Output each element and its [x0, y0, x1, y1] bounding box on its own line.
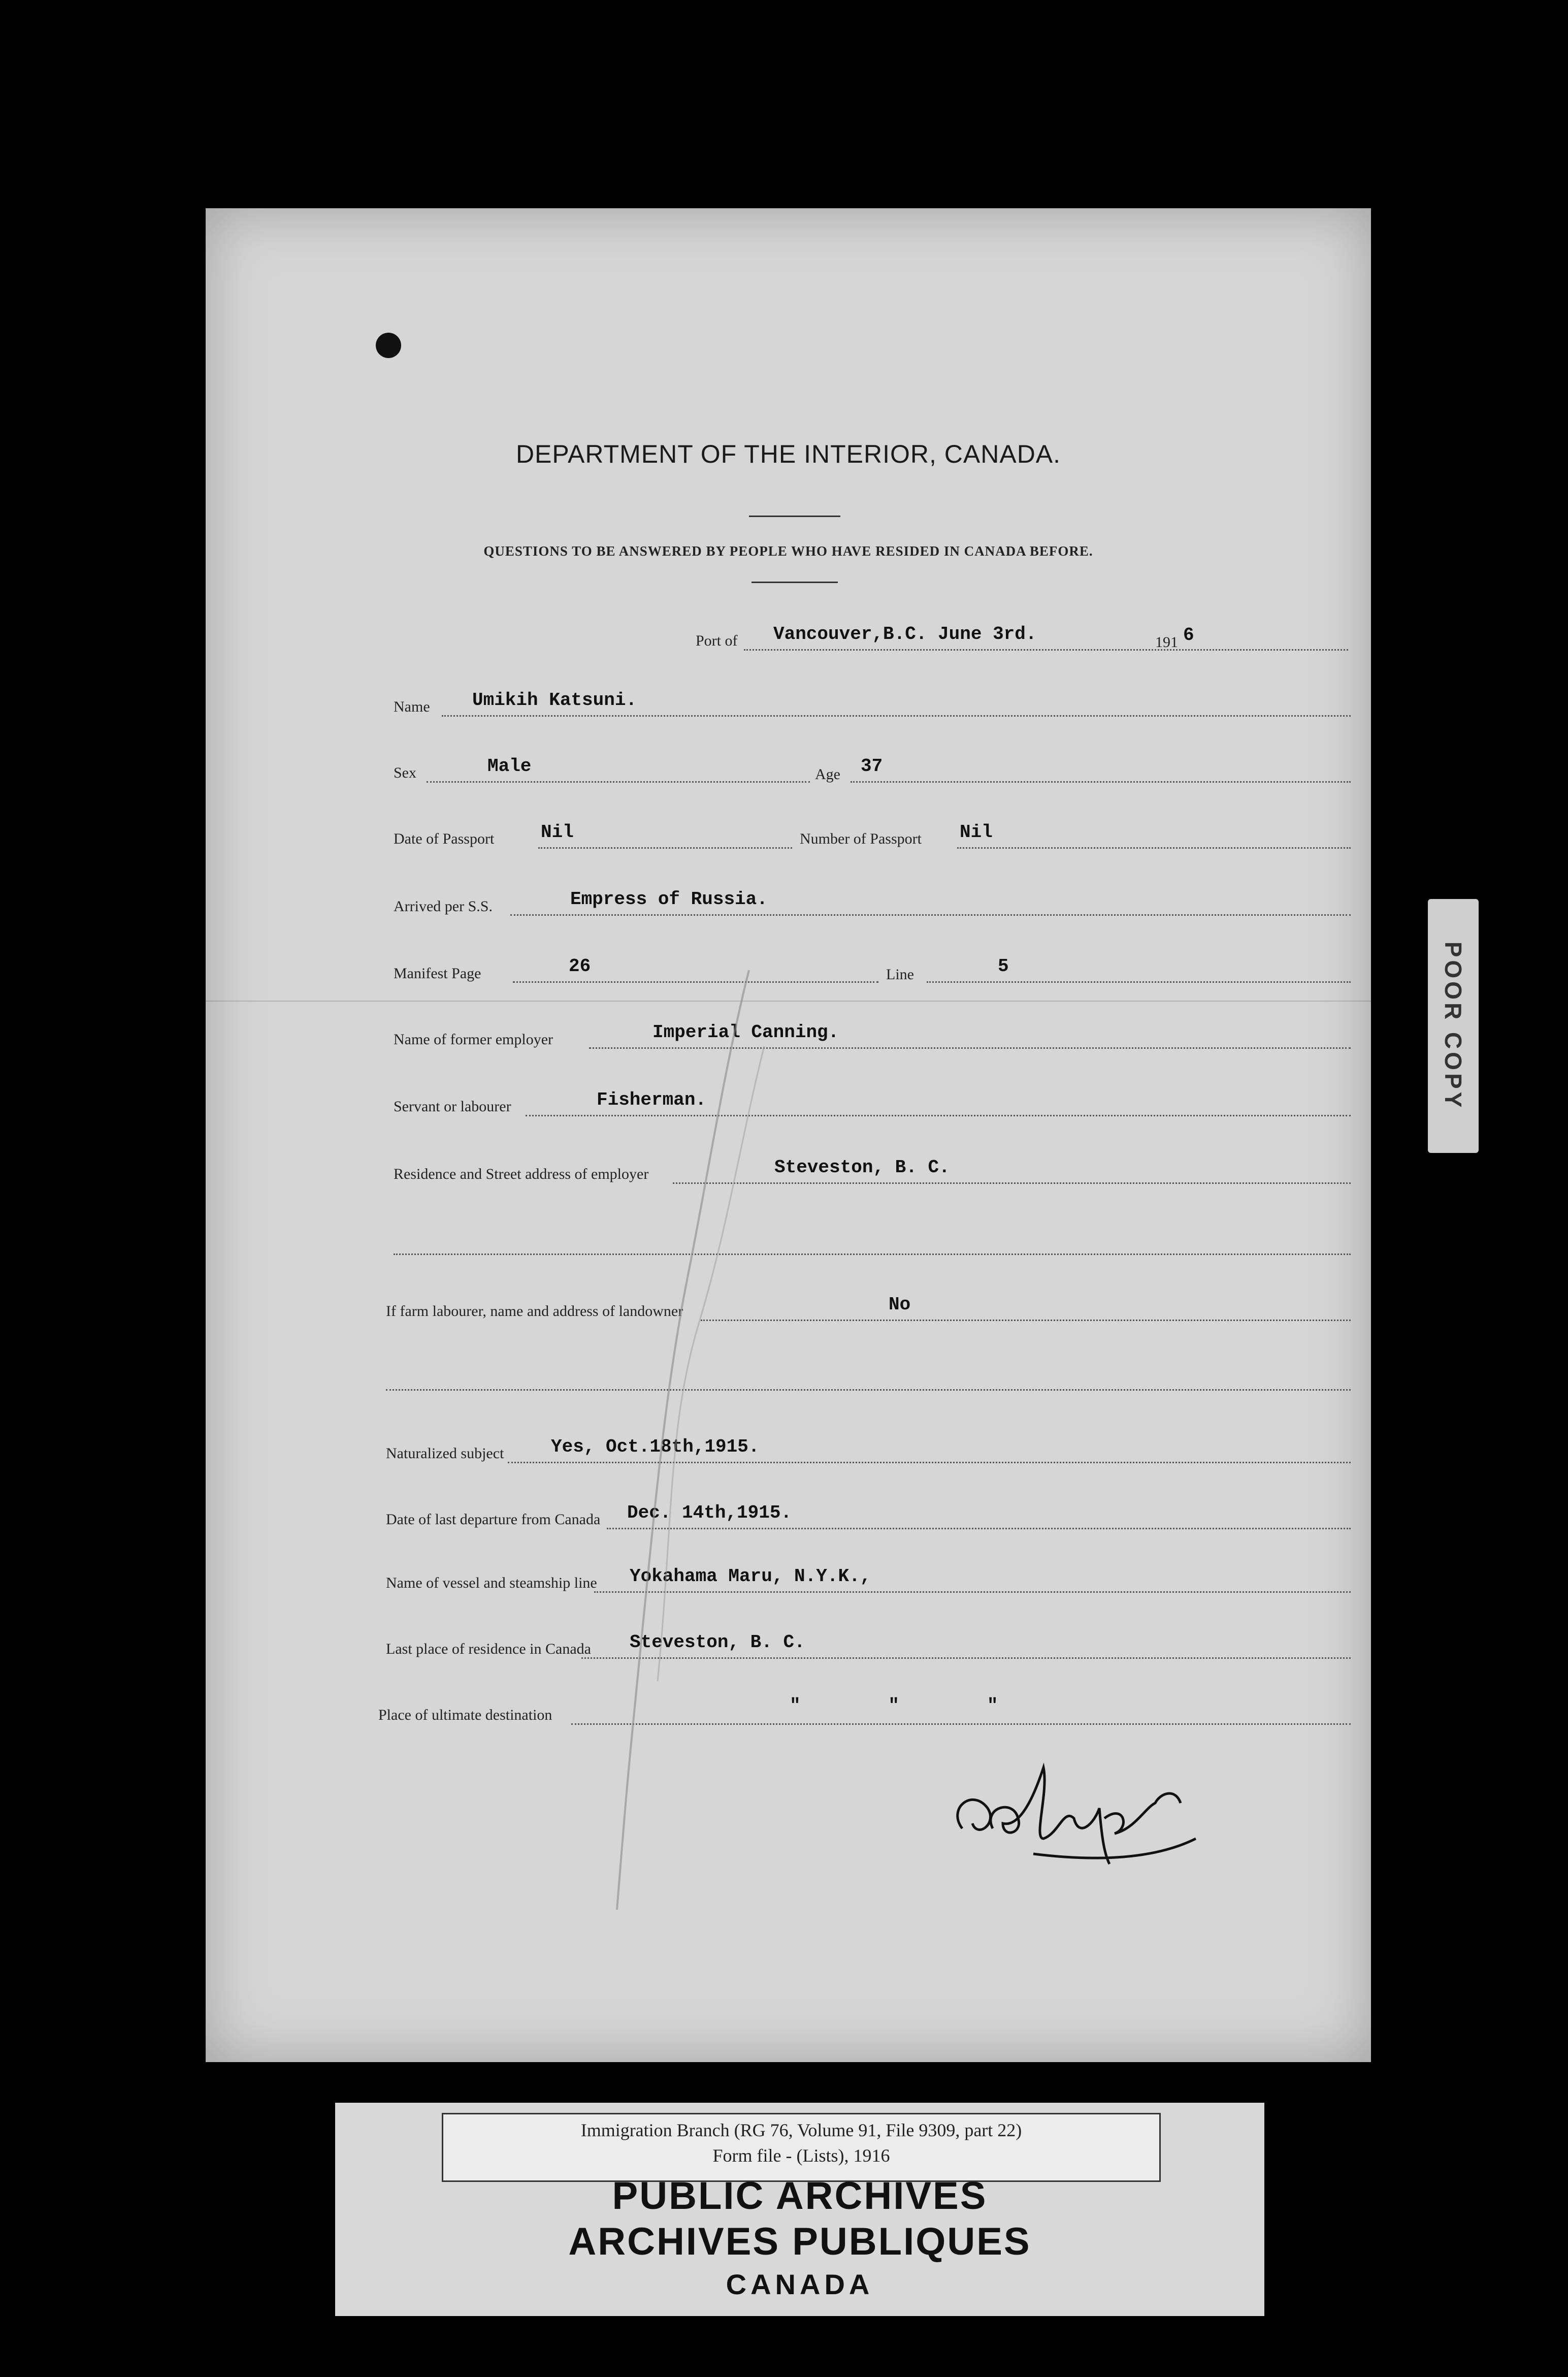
farm-value: No: [889, 1294, 911, 1315]
passport-date-label: Date of Passport: [394, 830, 495, 847]
sex-value: Male: [487, 756, 532, 777]
farm-line-2: [386, 1389, 1351, 1391]
manifest-value: 26: [569, 956, 591, 977]
departure-label: Date of last departure from Canada: [386, 1511, 601, 1528]
line-value: 5: [998, 956, 1009, 977]
name-label: Name: [394, 698, 430, 715]
poor-copy-label: POOR COPY: [1440, 941, 1466, 1111]
farm-label: If farm labourer, name and address of landowner: [386, 1303, 683, 1320]
passport-number-value: Nil: [960, 822, 993, 843]
port-label: Port of: [696, 632, 738, 649]
manifest-label: Manifest Page: [394, 965, 481, 982]
servant-label: Servant or labourer: [394, 1098, 511, 1115]
sex-label: Sex: [394, 764, 416, 781]
arrived-line: [510, 914, 1351, 916]
residence-label: Last place of residence in Canada: [386, 1641, 591, 1657]
line-label: Line: [886, 966, 914, 983]
archives-line-3: CANADA: [726, 2268, 874, 2300]
year-suffix: 6: [1183, 625, 1194, 646]
employer-label: Name of former employer: [394, 1031, 553, 1048]
form-subtitle: QUESTIONS TO BE ANSWERED BY PEOPLE WHO HAVE RESIDED IN CANADA BEFORE.: [483, 543, 1093, 559]
passport-date-line: [538, 847, 792, 849]
servant-value: Fisherman.: [597, 1089, 707, 1110]
arrived-value: Empress of Russia.: [570, 889, 768, 910]
naturalized-value: Yes, Oct.18th,1915.: [551, 1436, 760, 1457]
form-page: [206, 208, 1371, 2062]
reference-box: [442, 2113, 1161, 2182]
film-scratch: [597, 970, 790, 1910]
address-line-2: [394, 1254, 1351, 1255]
punch-hole: [376, 333, 401, 358]
divider: [749, 516, 840, 517]
year-prefix: 191: [1155, 634, 1178, 651]
archives-line-1: PUBLIC ARCHIVES: [612, 2174, 988, 2218]
line-line: [927, 981, 1351, 983]
employer-value: Imperial Canning.: [652, 1022, 839, 1043]
arrived-label: Arrived per S.S.: [394, 898, 493, 915]
age-label: Age: [815, 766, 840, 783]
signature: [942, 1752, 1206, 1874]
passport-number-label: Number of Passport: [800, 830, 922, 847]
archives-line-2: ARCHIVES PUBLIQUES: [568, 2220, 1031, 2263]
poor-copy-tag: [1428, 899, 1479, 1153]
age-line: [851, 781, 1351, 783]
form-title: DEPARTMENT OF THE INTERIOR, CANADA.: [515, 440, 1061, 468]
passport-number-line: [957, 847, 1351, 849]
age-value: 37: [861, 756, 883, 777]
sex-line: [427, 781, 810, 783]
reference-line-2: Form file - (Lists), 1916: [712, 2145, 890, 2166]
vessel-label: Name of vessel and steamship line: [386, 1575, 597, 1591]
passport-date-value: Nil: [541, 822, 574, 843]
port-value: Vancouver,B.C. June 3rd.: [773, 624, 1037, 645]
residence-value: Steveston, B. C.: [630, 1632, 805, 1653]
address-label: Residence and Street address of employer: [394, 1166, 649, 1182]
reference-line-1: Immigration Branch (RG 76, Volume 91, File 9309, part 22): [580, 2120, 1022, 2140]
naturalized-label: Naturalized subject: [386, 1445, 504, 1462]
destination-label: Place of ultimate destination: [378, 1707, 552, 1723]
destination-value: " " ": [790, 1695, 998, 1716]
name-value: Umikih Katsuni.: [472, 690, 637, 711]
farm-line: [701, 1320, 1351, 1321]
name-line: [442, 715, 1351, 717]
divider: [752, 582, 838, 583]
vessel-value: Yokahama Maru, N.Y.K.,: [630, 1566, 871, 1587]
departure-value: Dec. 14th,1915.: [627, 1502, 792, 1523]
address-value: Steveston, B. C.: [774, 1157, 950, 1178]
port-line: [744, 649, 1348, 651]
